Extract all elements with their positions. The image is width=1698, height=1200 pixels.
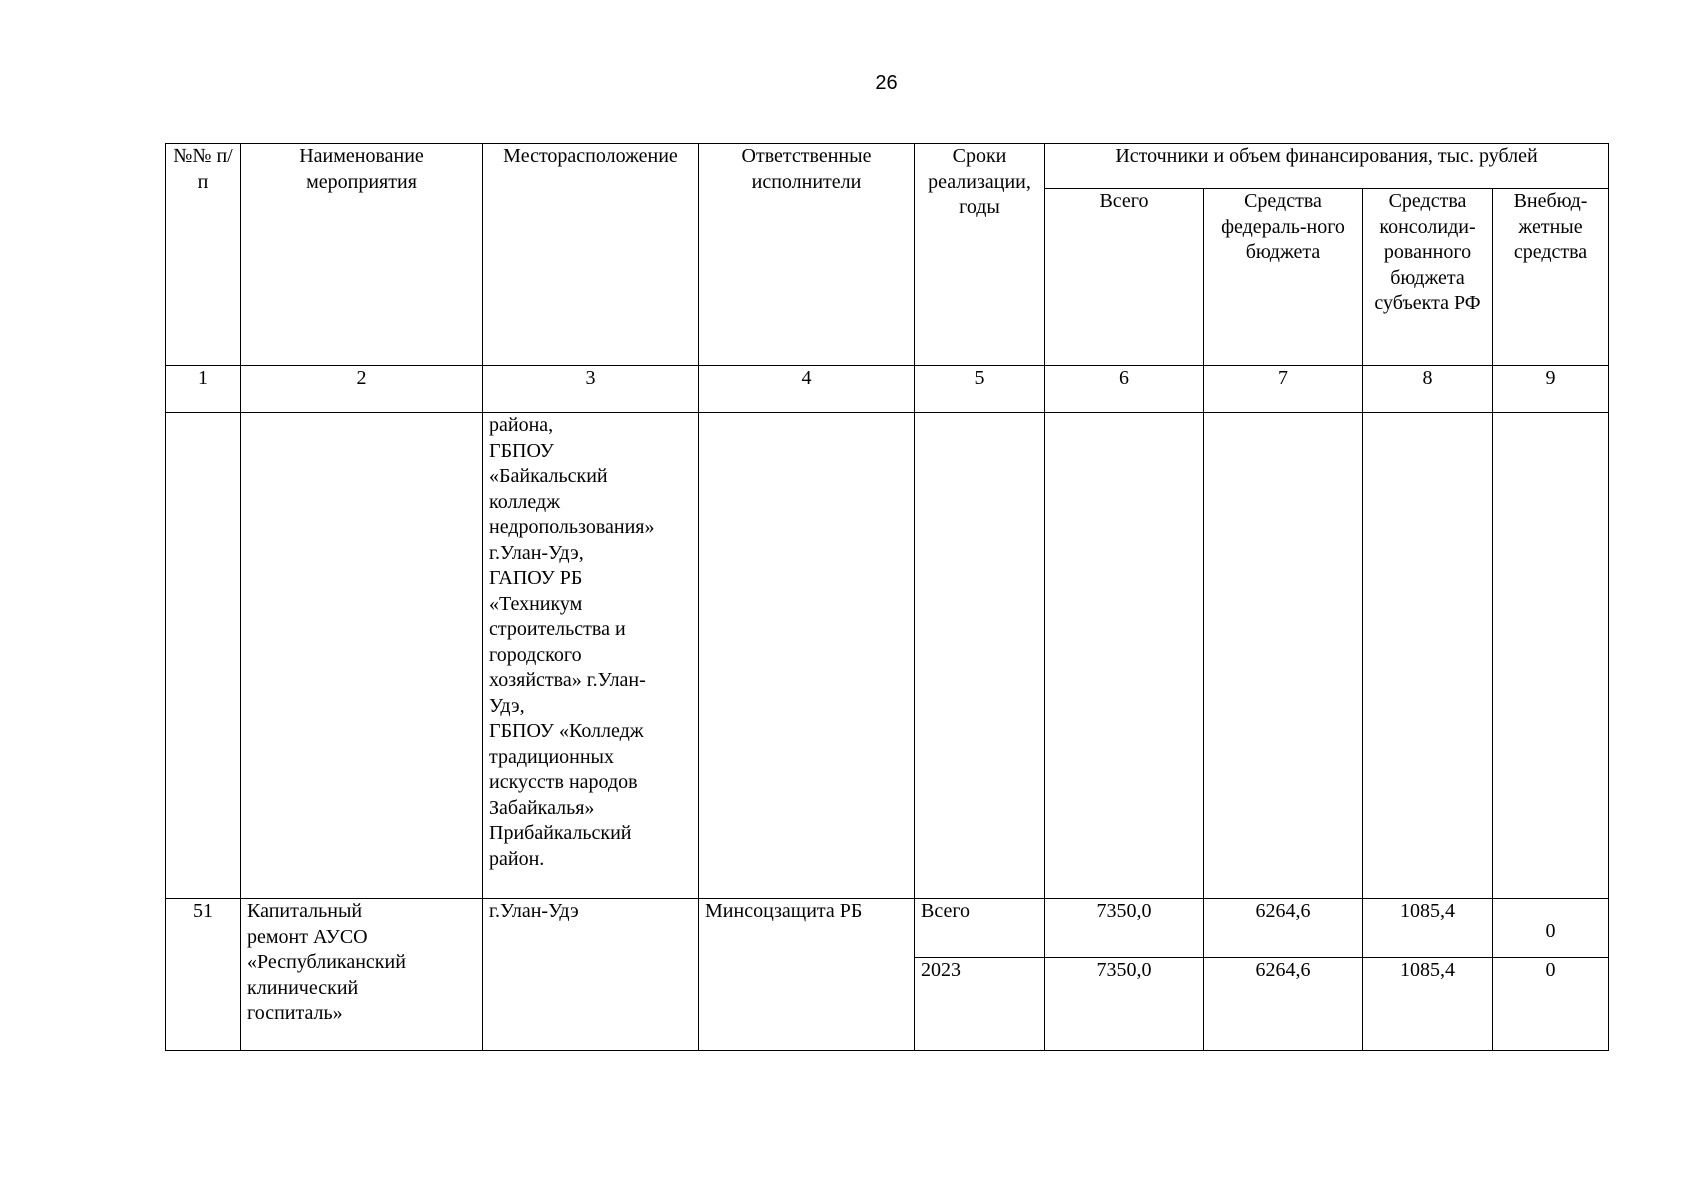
empty-cell <box>1204 413 1363 899</box>
empty-cell <box>166 413 241 899</box>
federal-value: 6264,6 <box>1204 899 1363 958</box>
extra-value: 0 <box>1493 899 1609 958</box>
empty-cell <box>1493 413 1609 899</box>
column-number: 7 <box>1204 366 1363 413</box>
period-label: 2023 <box>915 958 1045 1051</box>
extra-value: 0 <box>1493 958 1609 1051</box>
header-total: Всего <box>1045 189 1204 366</box>
total-value: 7350,0 <box>1045 899 1204 958</box>
page-number: 26 <box>875 72 898 94</box>
event-location: г.Улан-Удэ <box>483 899 699 1051</box>
financing-table <box>165 143 1609 1051</box>
header-row <box>166 144 1609 189</box>
event-executor: Минсоцзащита РБ <box>699 899 915 1051</box>
column-number: 8 <box>1363 366 1493 413</box>
federal-value: 6264,6 <box>1204 958 1363 1051</box>
column-number: 5 <box>915 366 1045 413</box>
total-value: 7350,0 <box>1045 958 1204 1051</box>
event-name: Капитальный ремонт АУСО «Республиканский клинический госпиталь» <box>241 899 483 1051</box>
column-number: 1 <box>166 366 241 413</box>
column-number: 4 <box>699 366 915 413</box>
header-regional: Средства консолиди-рованного бюджета субъекта РФ <box>1363 189 1493 366</box>
row-number: 51 <box>166 899 241 1051</box>
empty-cell <box>699 413 915 899</box>
header-financing: Источники и объем финансирования, тыс. рублей <box>1045 144 1609 189</box>
column-number: 3 <box>483 366 699 413</box>
continuation-row <box>166 413 1609 899</box>
header-number: №№ п/п <box>166 144 241 366</box>
empty-cell <box>1363 413 1493 899</box>
empty-cell <box>241 413 483 899</box>
column-number-row <box>166 366 1609 413</box>
header-extra: Внебюд-жетные средства <box>1493 189 1609 366</box>
period-label: Всего <box>915 899 1045 958</box>
table-row <box>166 899 1609 958</box>
empty-cell <box>1045 413 1204 899</box>
column-number: 6 <box>1045 366 1204 413</box>
header-executors: Ответственные исполнители <box>699 144 915 366</box>
continuation-location: района, ГБПОУ «Байкальский колледж недропользования» г.Улан-Удэ, ГАПОУ РБ «Техникум строительства и городского хозяйства» г.Улан- Удэ, ГБПОУ «Колледж традиционных искусств народов Забайкалья» Прибайкальский район. <box>483 413 699 899</box>
header-location: Месторасположение <box>483 144 699 366</box>
column-number: 2 <box>241 366 483 413</box>
column-number: 9 <box>1493 366 1609 413</box>
regional-value: 1085,4 <box>1363 958 1493 1051</box>
header-periods: Сроки реализации, годы <box>915 144 1045 366</box>
header-event-name: Наименование мероприятия <box>241 144 483 366</box>
regional-value: 1085,4 <box>1363 899 1493 958</box>
empty-cell <box>915 413 1045 899</box>
header-federal: Средства федераль-ного бюджета <box>1204 189 1363 366</box>
